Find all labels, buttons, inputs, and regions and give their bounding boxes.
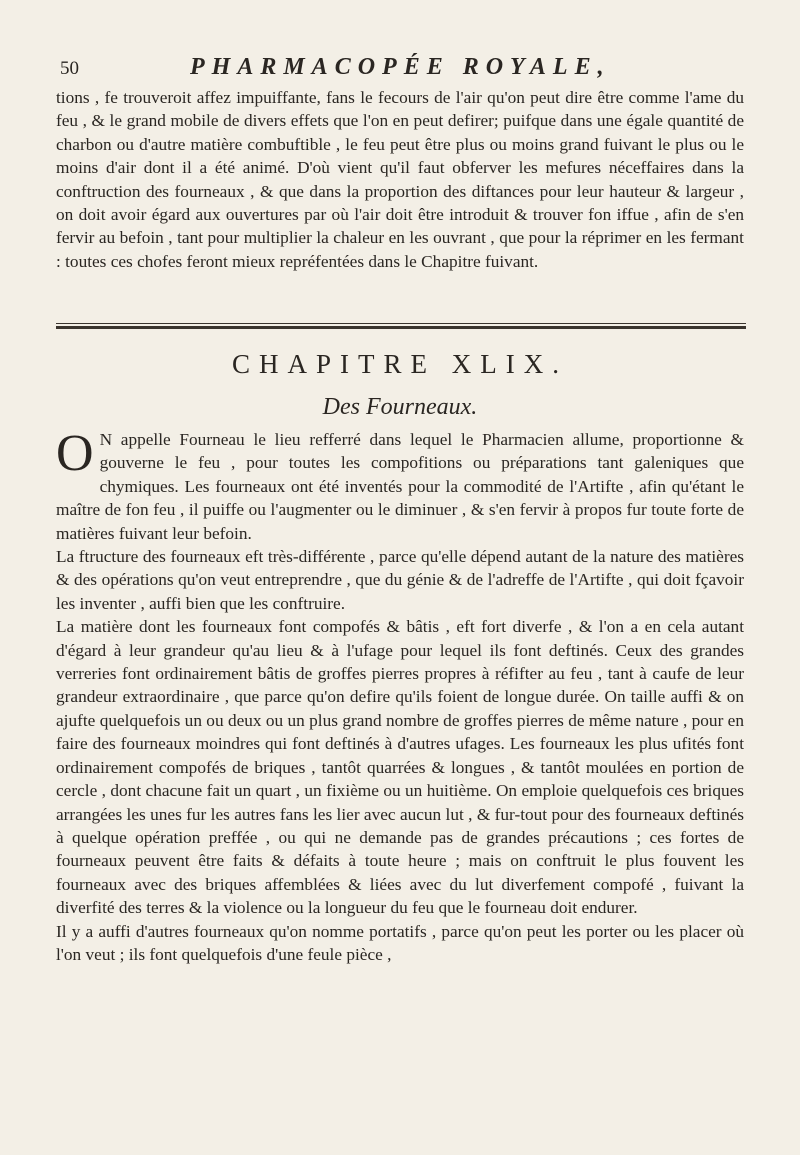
page-number: 50 bbox=[60, 58, 79, 79]
paragraph-3: La matière dont les fourneaux font compofés & bâtis , eft fort diverfe , & l'on a en cela autant d'égard à leur grandeur qu'au lieu & à l'ufage pour lequel ils font deftinés. Ceux des grandes verreries font ordinairement bâtis de groffes pierres propres à réfifter au feu , tant à caufe de leur grandeur extraordinaire , que parce qu'on defire qu'ils foient de longue durée. On taille auffi & on ajufte quelquefois un ou deux ou un plus grand nombre de groffes pierres de même nature , pour en faire des fourneaux moindres qui font deftinés à d'autres ufages. Les fourneaux les plus ufités font ordinairement compofés de briques , tantôt quarrées & longues , & tantôt moulées en portion de cercle , dont chacune fait un quart , un fixième ou un huitième. On emploie quelquefois ces briques arrangées les unes fur les autres fans les lier avec aucun lut , & fur-tout pour des fourneaux deftinés à quelque opération preffée , ou qui ne demande pas de grandes précautions ; ces fortes de fourneaux peuvent être faits & défaits à toute heure ; mais on conftruit le plus fouvent les fourneaux avec des briques affemblées & liées avec du lut diverfement compofé , fuivant la diverfité des terres & la violence ou la longueur du feu que le fourneau doit endurer. bbox=[56, 617, 744, 918]
continuation-block bbox=[56, 86, 744, 273]
paragraph-1 bbox=[56, 425, 744, 545]
paragraph-4: Il y a auffi d'autres fourneaux qu'on nomme portatifs , parce qu'on peut les porter ou les placer où l'on veut ; ils font quelquefois d'une feule pièce , bbox=[56, 921, 744, 964]
paragraph-1-text: N appelle Fourneau le lieu refferré dans lequel le Pharmacien allume, proportionne & gouverne le feu , pour toutes les compofitions ou préparations tant galeniques que chymiques. Les fourneaux ont été inventés pour la commodité de l'Artifte , afin qu'étant le maître de fon feu , il puiffe ou l'augmenter ou le diminuer , & s'en fervir à propos fur toute forte de matières fuivant leur befoin. bbox=[56, 430, 744, 543]
chapter-subtitle: Des Fourneaux. bbox=[322, 394, 478, 420]
chapter-title: CHAPITRE XLIX. bbox=[232, 349, 568, 379]
page-header bbox=[60, 50, 740, 90]
running-head: PHARMACOPÉE ROYALE, bbox=[190, 54, 611, 80]
continuation-paragraph: tions , fe trouveroit affez impuiffante, fans le fecours de l'air qu'on peut dire être comme l'ame du feu , & le grand mobile de divers effets que l'on en peut defirer; puifque dans une égale quantité de charbon ou d'autre matière combuftible , le feu peut être plus ou moins grand fuivant le plus ou le moins d'air dont il a été animé. D'où vient qu'il faut obferver les mefures néceffaires dans la conftruction des fourneaux , & que dans la proportion des diftances pour leur hauteur & largeur , on doit avoir égard aux ouvertures par où l'air doit être introduit & trouver fon iffue , afin de s'en fervir au befoin , tant pour multiplier la chaleur en les ouvrant , que pour la réprimer en les fermant : toutes ces chofes feront mieux repréfentées dans le Chapitre fuivant. bbox=[56, 88, 744, 271]
drop-cap: O bbox=[56, 425, 94, 482]
paragraph-2: La ftructure des fourneaux eft très-différente , parce qu'elle dépend autant de la nature des matières & des opérations qu'on veut entreprendre , que du génie & de l'adreffe de l'Artifte , qui doit fçavoir les inventer , auffi bien que les conftruire. bbox=[56, 547, 744, 613]
chapter-body bbox=[56, 425, 744, 966]
chapter-divider-rule bbox=[56, 323, 746, 329]
